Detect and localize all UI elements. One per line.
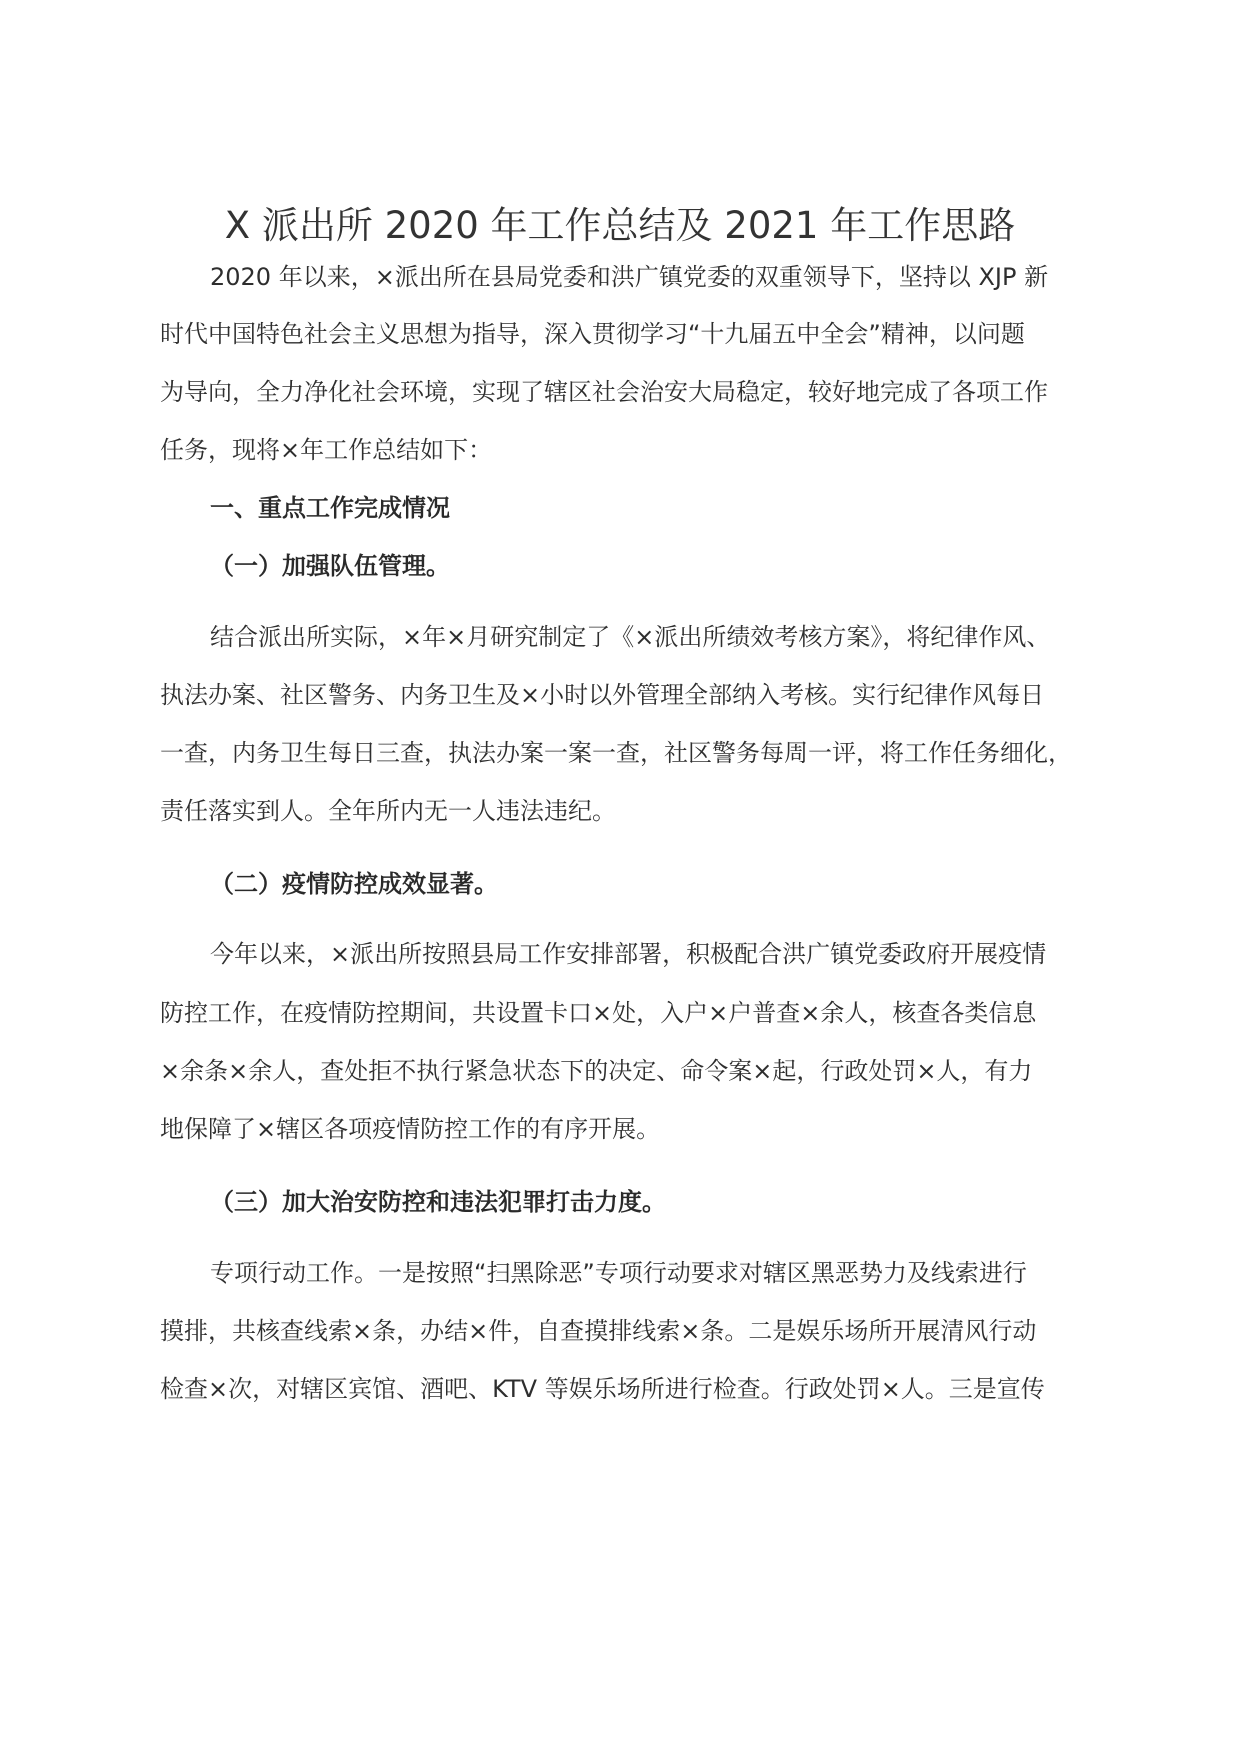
section-heading: 一、重点工作完成情况 — [210, 494, 450, 522]
intro-line-2: 时代中国特色社会主义思想为指导，深入贯彻学习“十九届五中全会”精神，以问题 — [160, 320, 1025, 348]
subsection-heading-2: （二）疫情防控成效显著。 — [210, 870, 498, 898]
sub2-line-1: 今年以来，×派出所按照县局工作安排部署，积极配合洪广镇党委政府开展疫情 — [210, 940, 1047, 968]
sub3-line-1: 专项行动工作。一是按照“扫黑除恶”专项行动要求对辖区黑恶势力及线索进行 — [210, 1259, 1027, 1287]
sub1-line-2: 执法办案、社区警务、内务卫生及×小时以外管理全部纳入考核。实行纪律作风每日 — [160, 681, 1045, 709]
sub2-line-4: 地保障了×辖区各项疫情防控工作的有序开展。 — [160, 1115, 661, 1143]
sub3-line-2: 摸排，共核查线索×条，办结×件，自查摸排线索×条。二是娱乐场所开展清风行动 — [160, 1317, 1037, 1345]
document-title: X 派出所 2020 年工作总结及 2021 年工作思路 — [224, 204, 1016, 247]
intro-line-3: 为导向，全力净化社会环境，实现了辖区社会治安大局稳定，较好地完成了各项工作 — [160, 378, 1048, 406]
sub3-line-3: 检查×次，对辖区宾馆、酒吧、KTV 等娱乐场所进行检查。行政处罚×人。三是宣传 — [160, 1375, 1045, 1403]
intro-line-1: 2020 年以来，×派出所在县局党委和洪广镇党委的双重领导下，坚持以 XJP 新 — [210, 263, 1049, 291]
sub1-line-3: 一查，内务卫生每日三查，执法办案一案一查，社区警务每周一评，将工作任务细化， — [160, 739, 1072, 767]
intro-line-4: 任务，现将×年工作总结如下： — [160, 436, 493, 464]
sub2-line-2: 防控工作，在疫情防控期间，共设置卡口×处，入户×户普查×余人，核查各类信息 — [160, 999, 1037, 1027]
sub1-line-1: 结合派出所实际，×年×月研究制定了《×派出所绩效考核方案》，将纪律作风、 — [210, 623, 1051, 651]
subsection-heading-1: （一）加强队伍管理。 — [210, 552, 450, 580]
subsection-heading-3: （三）加大治安防控和违法犯罪打击力度。 — [210, 1188, 666, 1216]
sub1-line-4: 责任落实到人。全年所内无一人违法违纪。 — [160, 797, 616, 825]
sub2-line-3: ×余条×余人，查处拒不执行紧急状态下的决定、命令案×起，行政处罚×人，有力 — [160, 1057, 1033, 1085]
